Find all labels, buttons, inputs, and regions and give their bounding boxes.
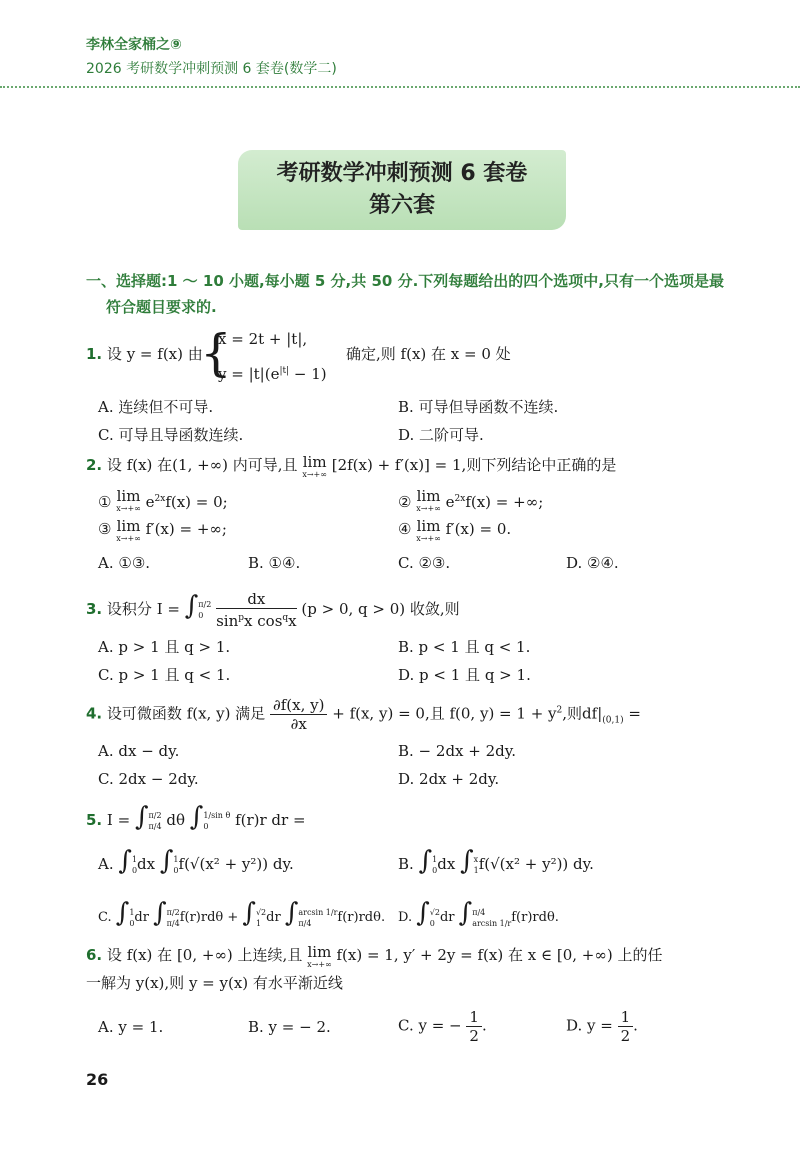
option-d: D. 2dx + 2dy. xyxy=(398,770,500,788)
option-a: A. y = 1. xyxy=(98,1018,164,1036)
question-number: 1. xyxy=(86,345,103,363)
option-a: A. p > 1 且 q > 1. xyxy=(98,638,231,656)
question-text-post: 确定,则 f(x) 在 x = 0 处 xyxy=(346,345,511,363)
option-b: B. ∫1 0dx ∫x 1f(√(x² + y²)) dy. xyxy=(398,846,594,876)
left-brace: { xyxy=(200,324,232,382)
option-c: C. p > 1 且 q < 1. xyxy=(98,666,231,684)
option-d: D. y = $\frac{1}{2}$ . xyxy=(566,1008,638,1045)
paper-subtitle: 第六套 xyxy=(368,193,435,218)
option-c: C. y = − $\frac{1}{2}$ . xyxy=(398,1008,487,1045)
paper-title: 考研数学冲刺预测 6 套卷 xyxy=(276,161,528,186)
question-2: 2. 设 f(x) 在(1, +∞) 内可导,且 lim x→+∞ [2f(x) + f′(x)] = 1,则下列结论中正确的是 xyxy=(86,453,617,479)
question-4: 4. 设可微函数 f(x, y) 满足 $\frac{\partial f(x, y)}{\partial x}$ + f(x, y) = 0,且 f(0, $y) = 1 + y^2$,则$df|_{(0,1)}$ = xyxy=(86,696,641,733)
section-heading-cont: 符合题目要求的. xyxy=(106,298,217,316)
question-5: 5. I = ∫π/2 π/4 dθ ∫1/sin θ 0 f(r)r dr = xyxy=(86,802,306,832)
page-number: 26 xyxy=(86,1070,109,1089)
option-d: D. p < 1 且 q > 1. xyxy=(398,666,531,684)
option-c: C. ∫1 0dr ∫π/2 π/4f(r)rdθ + ∫√2 1 dr ∫arcsin 1/r π/4 f(r)rdθ. xyxy=(98,898,386,928)
question-1 xyxy=(86,343,203,365)
option-b: B. ①④. xyxy=(248,554,301,572)
option-a: A. 连续但不可导. xyxy=(98,398,214,416)
option-b: B. p < 1 且 q < 1. xyxy=(398,638,531,656)
param-eq-1: x = 2t + |t|, xyxy=(218,330,308,348)
question-3: 3. 设积分 I = ∫π/2 0 $\frac{dx}{\sin^px \cos^qx}$ (p > 0, q > 0) 收敛,则 xyxy=(86,590,460,630)
option-a: A. dx − dy. xyxy=(98,742,180,760)
option-a: A. ∫1 0dx ∫1 0f(√(x² + y²)) dy. xyxy=(98,846,294,876)
option-b: B. − 2dx + 2dy. xyxy=(398,742,517,760)
option-a: A. ①③. xyxy=(98,554,151,572)
question-text: 设 y = f(x) 由 xyxy=(106,345,203,363)
header-divider xyxy=(0,86,800,88)
statement-4: ④ lim x→+∞ f′(x) = 0. xyxy=(398,517,512,543)
option-c: C. ②③. xyxy=(398,554,451,572)
option-d: D. ∫√2 0 dr ∫π/4 arcsin 1/rf(r)rdθ. xyxy=(398,898,559,928)
statement-2: ② lim x→+∞ $e^{2x}f(x)$ = +∞; xyxy=(398,487,544,513)
param-eq-2: $y = |t|(e^{|t|} - 1)$ xyxy=(218,365,327,383)
book-title: 2026 考研数学冲刺预测 6 套卷(数学二) xyxy=(86,61,337,77)
option-c: C. 2dx − 2dy. xyxy=(98,770,199,788)
question-6: 6. 设 f(x) 在 [0, +∞) 上连续,且 lim x→+∞ f(x) = 1, y′ + 2y = f(x) 在 x ∈ [0, +∞) 上的任 xyxy=(86,943,663,969)
section-heading: 一、选择题:1 ～ 10 小题,每小题 5 分,共 50 分.下列每题给出的四个选项中,只有一个选项是最 xyxy=(86,272,724,290)
option-b: B. 可导但导函数不连续. xyxy=(398,398,559,416)
option-d: D. ②④. xyxy=(566,554,619,572)
statement-1: ① lim x→+∞ $e^{2x}f(x) = 0$; xyxy=(98,487,228,513)
option-b: B. y = − 2. xyxy=(248,1018,331,1036)
paper-title-box xyxy=(238,150,566,230)
series-title: 李林全家桶之⑨ xyxy=(86,37,182,53)
statement-3: ③ lim x→+∞ f′(x) = +∞; xyxy=(98,517,227,543)
option-c: C. 可导且导函数连续. xyxy=(98,426,244,444)
question-6-cont: 一解为 y(x),则 y = y(x) 有水平渐近线 xyxy=(86,974,343,992)
option-d: D. 二阶可导. xyxy=(398,426,484,444)
